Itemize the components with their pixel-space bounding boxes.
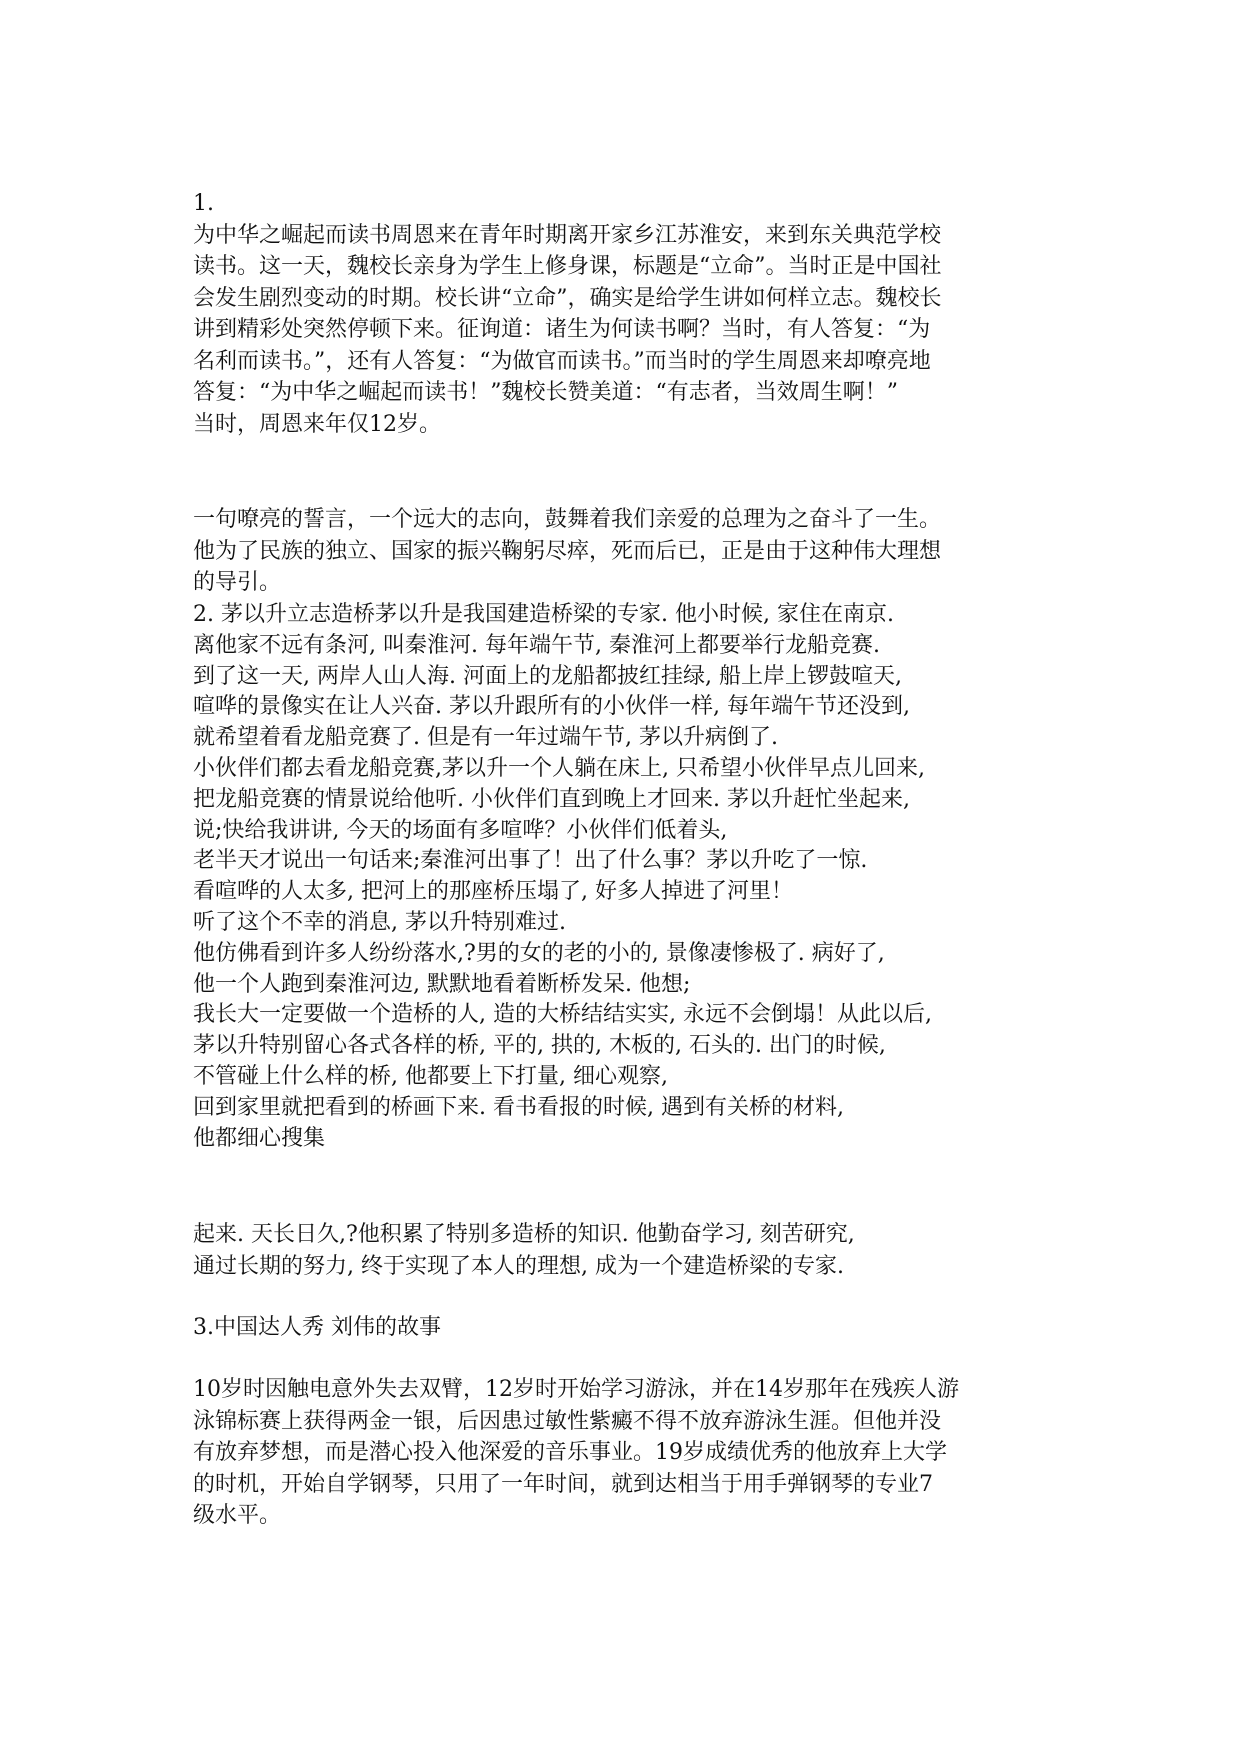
story3-paragraph: 10岁时因触电意外失去双臂，12岁时开始学习游泳，并在14岁那年在残疾人游 泳锦标赛上获得两金一银，后因患过敏性紫癜不得不放弃游泳生涯。但他并没 有放弃梦想，而是潜心投入他深爱的音乐事业。19岁成绩优秀的他放弃上大学 的时机，开始自学钢琴，只用了一年时间，就到达相当于用手弹钢琴的专业7 级水平。 (193, 1377, 959, 1528)
story2-paragraph: 2. 茅以升立志造桥茅以升是我国建造桥梁的专家. 他小时候, 家住在南京. 离他家不远有条河, 叫秦淮河. 每年端午节, 秦淮河上都要举行龙船竞赛. 到了这一天, 两岸人山人海. 河面上的龙船都披红挂绿, 船上岸上锣鼓喧天, 喧哗的景像实在让人兴奋. 茅以升跟所有的小伙伴一样, 每年端午节还没到, 就希望着看龙船竞赛了. 但是有一年过端午节, 茅以升病倒了. 小伙伴们都去看龙船竞赛,茅以升一个人躺在床上, 只希望小伙伴早点儿回来, 把龙船竞赛的情景说给他听. 小伙伴们直到晚上才回来. 茅以升赶忙坐起来, 说;快给我讲讲, 今天的场面有多喧哗？小伙伴们低着头, 老半天才说出一句话来;秦淮河出事了！出了什么事？茅以升吃了一惊. 看喧哗的人太多, 把河上的那座桥压塌了, 好多人掉进了河里！ 听了这个不幸的消息, 茅以升特别难过. 他仿佛看到许多人纷纷落水,?男的女的老的小的, 景像凄惨极了. 病好了, 他一个人跑到秦淮河边, 默默地看着断桥发呆. 他想; 我长大一定要做一个造桥的人, 造的大桥结结实实, 永远不会倒塌！从此以后, 茅以升特别留心各式各样的桥, 平的, 拱的, 木板的, 石头的. 出门的时候, 不管碰上什么样的桥, 他都要上下打量, 细心观察, 回到家里就把看到的桥画下来. 看书看报的时候, 遇到有关桥的材料, 他都细心搜集 (193, 602, 932, 1151)
story3-title: 3.中国达人秀 刘伟的故事 (193, 1315, 441, 1340)
story2-followup-paragraph: 起来. 天长日久,?他积累了特别多造桥的知识. 他勤奋学习, 刻苦研究, 通过长期的努力, 终于实现了本人的理想, 成为一个建造桥梁的专家. (193, 1222, 855, 1279)
story1-paragraph: 1. 为中华之崛起而读书周恩来在青年时期离开家乡江苏淮安，来到东关典范学校 读书。这一天，魏校长亲身为学生上修身课，标题是“立命”。当时正是中国社 会发生剧烈变动的时期。校长讲“立命”，确实是给学生讲如何样立志。魏校长 讲到精彩处突然停顿下来。征询道：诸生为何读书啊？当时，有人答复：“为 名利而读书。”，还有人答复：“为做官而读书。”而当时的学生周恩来却嘹亮地 答复：“为中华之崛起而读书！”魏校长赞美道：“有志者，当效周生啊！” 当时，周恩来年仅12岁。 (193, 191, 942, 437)
story1-followup-paragraph: 一句嘹亮的誓言，一个远大的志向，鼓舞着我们亲爱的总理为之奋斗了一生。 他为了民族的独立、国家的振兴鞠躬尽瘁，死而后已，正是由于这种伟大理想 的导引。 (193, 507, 942, 595)
